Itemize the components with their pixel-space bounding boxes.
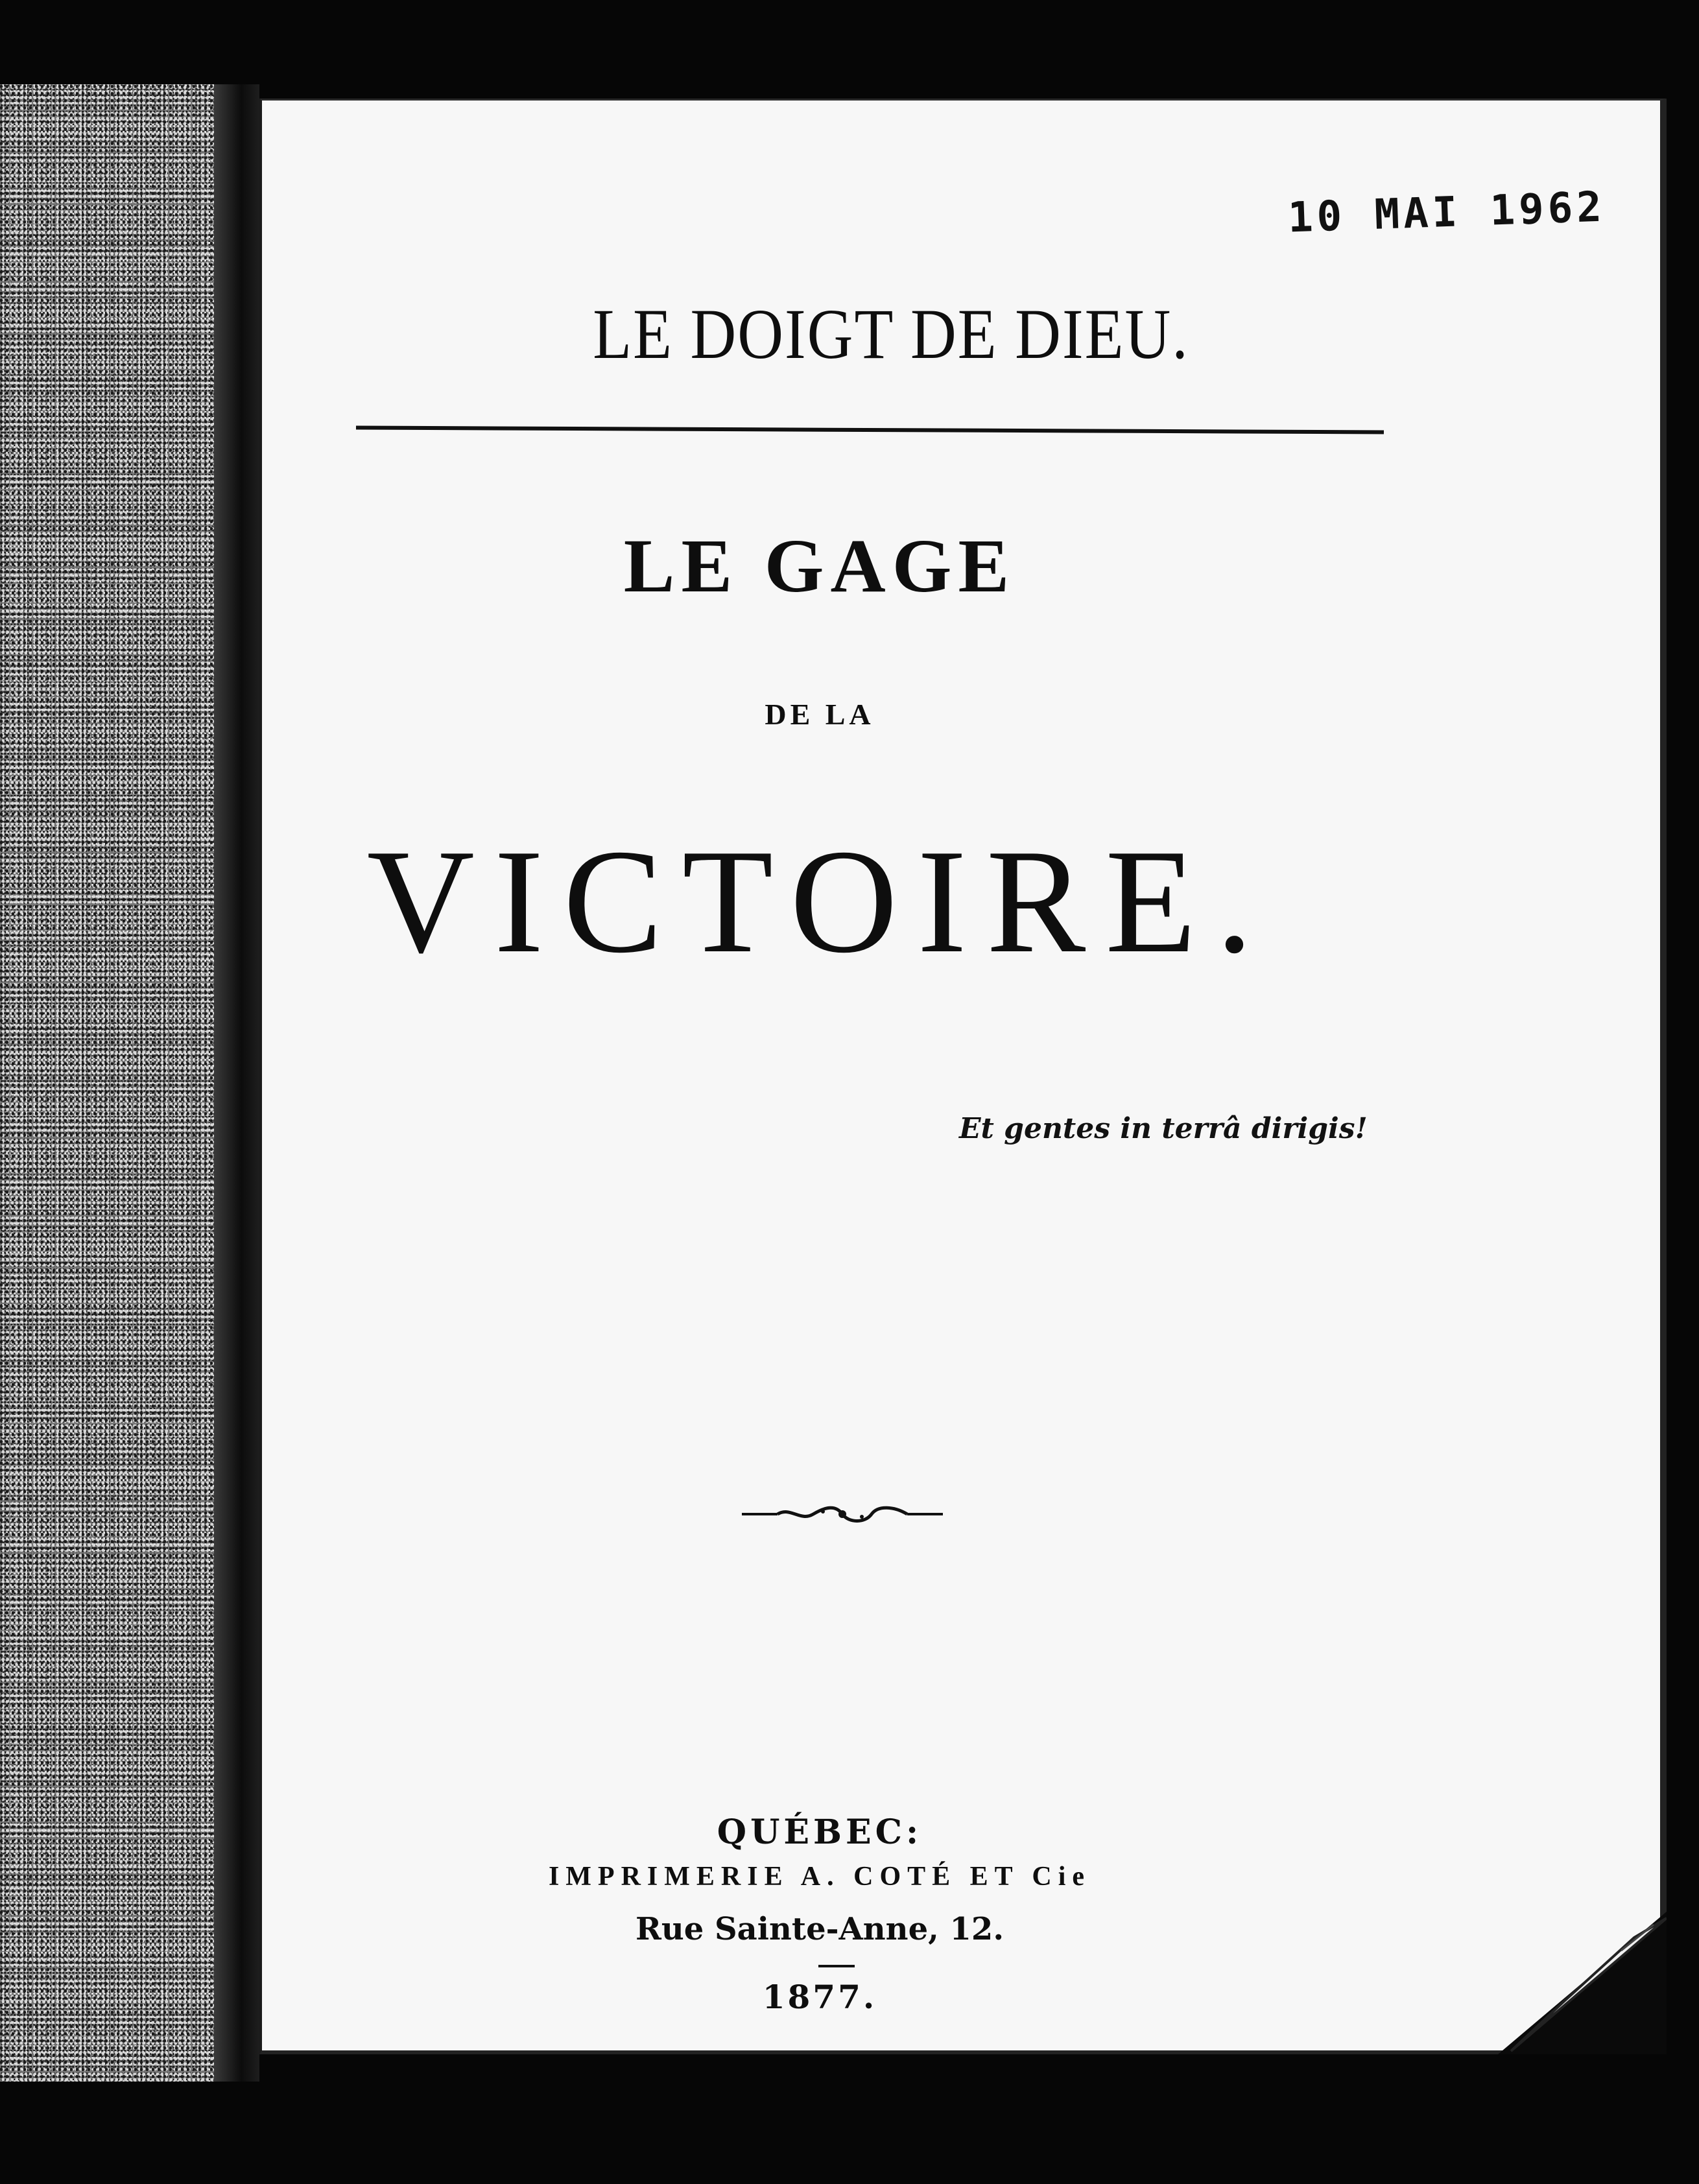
binding-edge	[214, 84, 259, 2082]
imprint-printer: IMPRIMERIE A. COTÉ ET Cie	[548, 1862, 1091, 1892]
ornament-divider-icon	[739, 1501, 946, 1527]
series-title: LE DOIGT DE DIEU.	[593, 295, 1189, 374]
title-line-2: DE LA	[765, 698, 875, 731]
year-rule	[818, 1965, 855, 1967]
book-binding	[0, 84, 250, 2082]
title-rule	[356, 426, 1384, 434]
folded-corner-icon	[1472, 1912, 1667, 2054]
title-line-1: LE GAGE	[623, 523, 1016, 608]
date-stamp: 10 MAI 1962	[1287, 183, 1607, 243]
imprint-address: Rue Sainte-Anne, 12.	[635, 1911, 1004, 1947]
imprint-city: QUÉBEC:	[717, 1812, 923, 1852]
imprint-year: 1877.	[762, 1978, 877, 2016]
title-page	[259, 99, 1667, 2054]
epigraph: Et gentes in terrâ dirigis!	[959, 1112, 1368, 1145]
title-line-3: VICTOIRE.	[366, 818, 1273, 984]
